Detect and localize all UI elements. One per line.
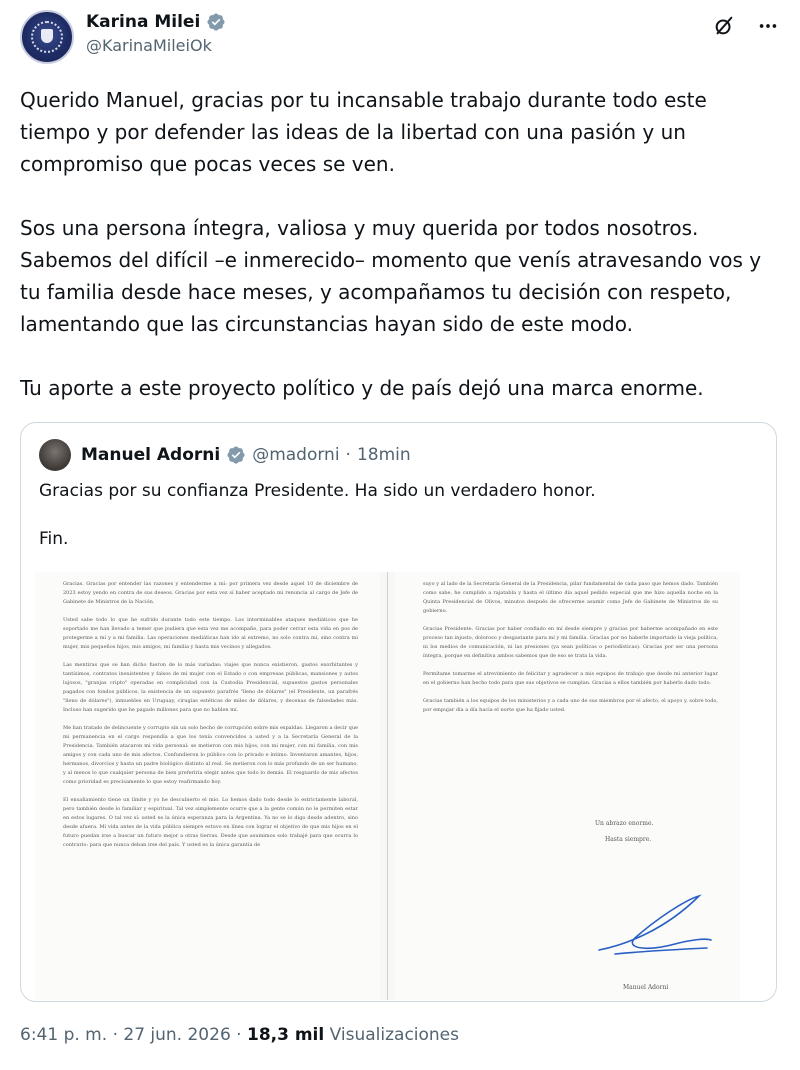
meta-separator: · xyxy=(236,1025,242,1045)
author-avatar[interactable] xyxy=(20,10,74,64)
views-label: Visualizaciones xyxy=(329,1025,460,1045)
tweet-paragraph: Sos una persona íntegra, valiosa y muy querida por todos nosotros. Sabemos del difícil –e inmerecido– momento que venís atravesando vos y tu familia desde hace meses, y acompañamos tu decisión con respeto, lamentando que las circunstancias hayan sido de este modo. xyxy=(20,216,762,336)
views-count: 18,3 mil xyxy=(246,1025,325,1045)
letter-page-right xyxy=(395,572,740,1000)
tweet-paragraph: Tu aporte a este proyecto político y de país dejó una marca enorme. xyxy=(20,376,704,400)
letter-page-left xyxy=(35,572,380,1000)
letter-paragraph: Las mentiras que se han dicho fueron de lo más variadas: viajes que nunca existieron, gastos exorbitantes y tantísimos, contratos inexistentes y falsos de mi mujer con el Estado o con empresas públicas, mansiones y autos lujosos, "granjas cripto" operadas en complicidad con la Custodia Presidencial, supuestos gastos personales pagados con fondos públicos, la existencia de un supuesto parafrés "lleno de dólares" (el Presidente, un parafrés "lleno de dólares"), inmuebles en Uruguay, cirugías estéticas de miles de dólares, y decenas de falsedades más. Incluso han sugerido que he pagado millones para que no hablen mí. xyxy=(63,662,358,713)
letter-paragraph: Gracias también a los equipos de los ministerios y a cada uno de sus miembros por el afecto, el apoyo y, sobre todo, por empujar día a día hacia el norte que ha fijado usted. xyxy=(423,698,718,713)
letter-body-right xyxy=(423,580,718,724)
author-handle[interactable]: @KarinaMileiOk xyxy=(86,36,212,55)
quoted-tweet-header xyxy=(39,439,411,471)
tweet-paragraph: Querido Manuel, gracias por tu incansable trabajo durante todo este tiempo y por defender las ideas de la libertad con una pasión y un compromiso que pocas veces se ven. xyxy=(20,88,707,176)
verified-badge-icon xyxy=(226,445,246,465)
letter-paragraph: Gracias. Gracias por entender las razones y entenderme a mí: por primera vez desde aquel 10 de diciembre de 2023 estoy yendo en contra de sus deseos. Gracias por esta vez sí haber aceptado mi renuncia al cargo de Jefe de Gabinete de Ministros de la Nación. xyxy=(63,581,358,605)
quoted-text-line: Fin. xyxy=(39,529,69,549)
tweet-header xyxy=(20,10,780,64)
quoted-author-name: Manuel Adorni xyxy=(81,445,221,465)
letter-paragraph: Gracias Presidente. Gracias por haber confiado en mí desde siempre y gracias por haberme acompañado en este proceso tan injusto, doloroso y desgastante para mí y mi familia. Gracias por no haberle importado la vieja política, ni los medios de comunicación, ni las presiones (ya sean políticas o periodísticas). Gracias por ser una persona íntegra, porque en definitiva ambos sabemos que de eso se trata la vida. xyxy=(423,626,718,659)
signature-icon xyxy=(595,890,715,964)
letter-body-left xyxy=(63,580,358,859)
quoted-author-handle: @madorni xyxy=(252,445,340,465)
header-actions xyxy=(712,14,780,38)
letter-closing-2: Hasta siempre. xyxy=(605,836,652,843)
grok-icon[interactable] xyxy=(712,14,736,38)
letter-paragraph: Me han tratado de delincuente y corrupto sin un solo hecho de corrupción sobre mis espaldas. Llegaron a decir que mi permanencia en el cargo respondía a que los tenía convencidos a usted y a la Secretaría General de la Presidencia. También atacaron mi vida personal: se metieron con mis hijos, con mi mujer, con mi familia, con mis amigos y con cada uno de mis afectos. Confundieron lo público con lo privado e íntimo. Inventaron amantes, hijos, hermanos, divorcios y hasta un padre biológico distinto al real. Se metieron con lo más profundo de un ser humano, y al menos lo que cualquier persona de bien preferiría elegir antes que todo lo demás. El resguardo de mis afectos como prioridad es precisamente lo que estoy reafirmando hoy. xyxy=(63,725,358,785)
letter-paragraph: Permítame tomarme el atrevimiento de felicitar y agradecer a mis equipos de trabajo que desde mi anterior lugar en el gobierno han hecho todo para que sus objetivos se cumplan. Gracias a ellos también por haberlo dado todo. xyxy=(423,671,718,686)
page-divider xyxy=(387,572,388,1000)
verified-badge-icon xyxy=(206,12,226,32)
author-info xyxy=(86,12,226,55)
tweet-text xyxy=(20,84,780,404)
meta-separator: · xyxy=(345,445,351,465)
quoted-tweet-text xyxy=(39,479,596,575)
letter-paragraph: Usted sabe todo lo que he sufrido durante todo este tiempo. Los interminables ataques mediáticos que he soportado me han llevado a temer que pudiera que esta vez me acompañe, para poder cerrar esta vida en pos de protegerme a mí y a mi familia. Las operaciones mediáticas han ido al extremo, no solo contra mí, sino contra mi mujer, mis pequeños hijos, mis amigos, mi familia y hasta mis vecinos y allegados. xyxy=(63,617,358,650)
letter-paragraph: El ensañamiento tiene un límite y yo he descubierto el mío. Lo hemos dado todo desde lo estrictamente laboral, pero también desde lo familiar y espiritual. Tal vez simplemente ocurre que a la gente común no le permiten estar en estos lugares. O tal vez sí: usted es la única esperanza para la Argentina. Ya no se lo digo desde adentro, sino desde afuera. Mi vida antes de la vida pública siempre estuvo en línea con lograr el objetivo de que mis hijos en el futuro puedan irse a buscar un futuro mejor a otras tierras. Desde que asumimos solo trabajé para que ocurra lo contrario: para que nunca deban irse del país. Y usted es la única garantía de xyxy=(63,797,358,848)
quoted-text-line: Gracias por su confianza Presidente. Ha sido un verdadero honor. xyxy=(39,481,596,501)
letter-paragraph: suyo y al lado de la Secretaría General de la Presidencia, pilar fundamental de cada paso que hemos dado. También como sabe, he cumplido a rajatabla y hasta el último día aquel pedido especial que me hizo aquella noche en la Quinta Presidencial de Olivos, minutos después de ofrecerme asumir como Jefe de Gabinete de Ministros de su gobierno. xyxy=(423,581,718,614)
quoted-timestamp: 18min xyxy=(356,445,411,465)
author-display-name[interactable]: Karina Milei xyxy=(86,12,201,32)
meta-separator: · xyxy=(112,1025,118,1045)
tweet-footer xyxy=(20,1025,459,1045)
letter-signer: Manuel Adorni xyxy=(623,984,669,991)
more-options-icon[interactable] xyxy=(756,14,780,38)
tweet-date[interactable]: 27 jun. 2026 xyxy=(123,1025,231,1045)
letter-image[interactable] xyxy=(35,572,740,1000)
letter-closing: Un abrazo enorme. xyxy=(595,820,654,827)
quoted-author-avatar xyxy=(39,439,71,471)
tweet-time[interactable]: 6:41 p. m. xyxy=(20,1025,108,1045)
